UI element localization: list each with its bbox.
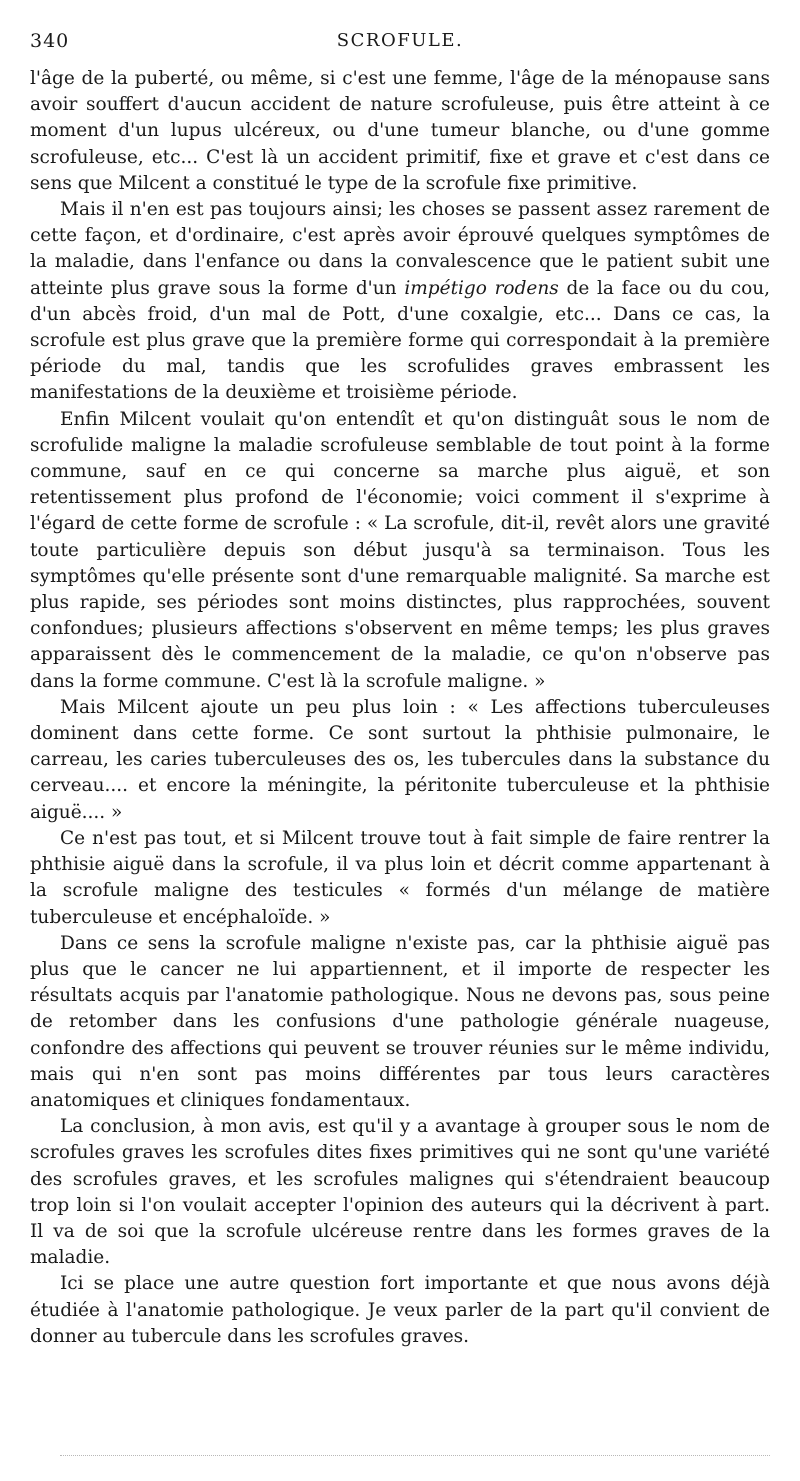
page-number: 340	[30, 30, 70, 52]
paragraph-6: Dans ce sens la scrofule maligne n'existe pas, car la phthisie aiguë pas plus que le cancer ne lui appartiennent, et il importe de respecter les résultats acquis par l'anatomie pathologique. Nous ne devons pas, sous peine de retomber dans les confusions d'une pathologie générale nuageuse, confondre des affections qui peuvent se trouver réunies sur le même individu, mais qui n'en sont pas moins différentes par tous leurs caractères anatomiques et cliniques fondamentaux.	[30, 932, 770, 1111]
scan-bleed-line	[60, 1455, 770, 1457]
page-header	[30, 30, 770, 60]
paragraph-4: Mais Milcent ajoute un peu plus loin : « Les affections tuberculeuses dominent dans cette forme. Ce sont surtout la phthisie pulmonaire, le carreau, les caries tuberculeuses des os, les tubercules dans la substance du cerveau.... et encore la méningite, la péritonite tuberculeuse et la phthisie aiguë.... »	[30, 696, 770, 823]
paragraph-3: Enfin Milcent voulait qu'on entendît et qu'on distinguât sous le nom de scrofulide maligne la maladie scrofuleuse semblable de tout point à la forme commune, sauf en ce qui concerne sa marche plus aiguë, et son retentissement plus profond de l'économie; voici comment il s'exprime à l'égard de cette forme de scrofule : « La scrofule, dit-il, revêt alors une gravité toute particulière depuis son début jusqu'à sa terminaison. Tous les symptômes qu'elle présente sont d'une remarquable malignité. Sa marche est plus rapide, ses périodes sont moins distinctes, plus rapprochées, souvent confondues; plusieurs affections s'observent en même temps; les plus graves apparaissent dès le commencement de la maladie, ce qu'on n'observe pas dans la forme commune. C'est là la scrofule maligne. »	[30, 408, 770, 692]
running-title: SCROFULE.	[336, 30, 464, 51]
paragraph-1: l'âge de la puberté, ou même, si c'est une femme, l'âge de la ménopause sans avoir souffert d'aucun accident de nature scrofuleuse, puis être atteint à ce moment d'un lupus ulcéreux, ou d'une tumeur blanche, ou d'une gomme scrofuleuse, etc... C'est là un accident primitif, fixe et grave et c'est dans ce sens que Milcent a constitué le type de la scrofule fixe primitive.	[30, 68, 770, 194]
body-text	[30, 66, 770, 1350]
paragraph-2-text-before: Mais il n'en est pas toujours ainsi; les choses se passent assez rarement de cette façon, et d'ordinaire, c'est après avoir éprouvé quelques symptômes de la maladie, dans l'enfance ou dans la convalescence que le patient subit une atteinte plus grave sous la forme d'un	[30, 199, 770, 299]
paragraph-2-text-after: de la face ou du cou, d'un abcès froid, d'un mal de Pott, d'une coxalgie, etc... Dans ce cas, la scrofule est plus grave que la première forme qui correspondait à la première période du mal, tandis que les scrofulides graves embrassent les manifestations de la deuxième et troisième période.	[30, 277, 771, 404]
paragraph-2	[30, 197, 770, 407]
paragraph-5: Ce n'est pas tout, et si Milcent trouve tout à fait simple de faire rentrer la phthisie aiguë dans la scrofule, il va plus loin et décrit comme appartenant à la scrofule maligne des testicules « formés d'un mélange de matière tuberculeuse et encéphaloïde. »	[30, 827, 770, 928]
book-page	[30, 30, 770, 1350]
paragraph-8: Ici se place une autre question fort importante et que nous avons déjà étudiée à l'anatomie pathologique. Je veux parler de la part qu'il convient de donner au tubercule dans les scrofules graves.	[30, 1273, 770, 1347]
paragraph-2-italic-term: impétigo rodens	[404, 277, 559, 299]
paragraph-7: La conclusion, à mon avis, est qu'il y a avantage à grouper sous le nom de scrofules graves les scrofules dites fixes primitives qui ne sont qu'une variété des scrofules graves, et les scrofules malignes qui s'étendraient beaucoup trop loin si l'on voulait accepter l'opinion des auteurs qui la décrivent à part. Il va de soi que la scrofule ulcéreuse rentre dans les formes graves de la maladie.	[30, 1116, 770, 1269]
